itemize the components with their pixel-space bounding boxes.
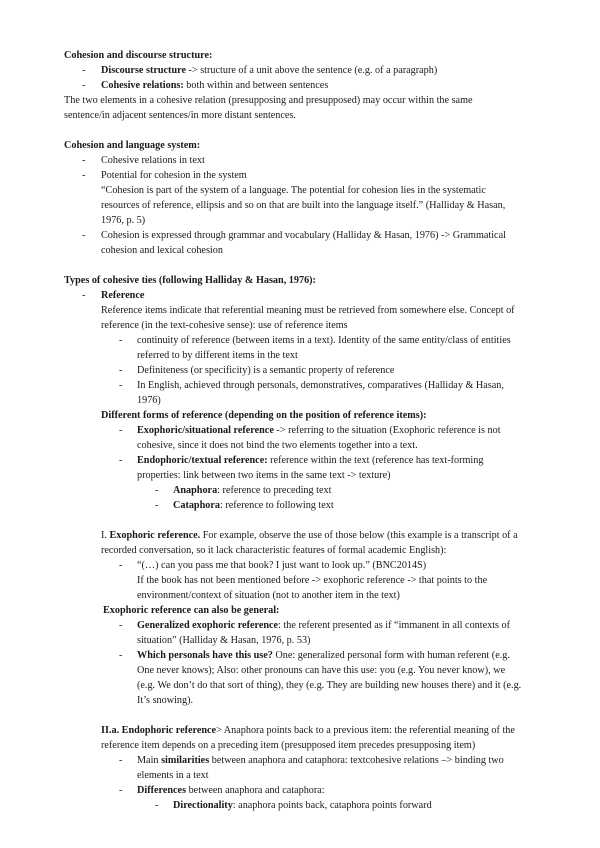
bullet-dash: -	[155, 500, 159, 511]
text: : the referent presented as if “immanent in all contexts of	[278, 620, 511, 631]
term: Differences	[137, 785, 187, 796]
text: -> structure of a unit above the sentence (e.g. of a paragraph)	[185, 65, 438, 76]
paragraph-line: reference (in the text-cohesive sense): use of reference items	[101, 320, 348, 331]
bullet-dash: -	[82, 65, 86, 76]
list-item	[137, 784, 325, 799]
term: Discourse structure	[101, 65, 186, 76]
list-item: Potential for cohesion in the system	[101, 170, 247, 181]
term: Cohesive relations:	[101, 80, 184, 91]
bullet-dash: -	[119, 455, 123, 466]
text: > Anaphora points back to a previous item: the referential meaning of the	[216, 725, 515, 736]
paragraph-line: recorded conversation, so it lack characteristic features of formal academic English):	[101, 545, 447, 556]
paragraph-line: Reference items indicate that referential meaning must be retrieved from somewhere else. Concept of	[101, 305, 515, 316]
list-item	[137, 649, 510, 664]
list-item-cont: If the book has not been mentioned before -> exophoric reference -> that points to the	[137, 575, 488, 586]
bullet-dash: -	[155, 485, 159, 496]
list-item-cont: (e.g. We don’t do that sort of thing), they (e.g. They are building new houses there) and it (e.g.	[137, 680, 522, 691]
bullet-dash: -	[119, 335, 123, 346]
list-item: In English, achieved through personals, demonstratives, comparatives (Halliday & Hasan,	[137, 380, 504, 391]
paragraph-line: The two elements in a cohesive relation (presupposing and presupposed) may occur within the same	[64, 95, 473, 106]
term: II.a. Endophoric reference	[101, 725, 217, 736]
prefix: Main	[137, 755, 162, 766]
bullet-dash: -	[119, 380, 123, 391]
list-item-cont: It’s snowing).	[137, 695, 194, 706]
list-item-cont: 1976)	[137, 395, 161, 406]
text: both within and between sentences	[183, 80, 329, 91]
list-item	[173, 499, 334, 514]
list-item-cont: One never knows); Also: other pronouns can have this use: you (e.g. You never know), we	[137, 665, 506, 676]
subheading-reference: Reference	[101, 290, 145, 301]
bullet-dash: -	[119, 755, 123, 766]
text: : anaphora points back, cataphora points forward	[232, 800, 432, 811]
bullet-dash: -	[155, 800, 159, 811]
bullet-dash: -	[119, 365, 123, 376]
paragraph-line	[101, 529, 518, 544]
section-heading: Cohesion and discourse structure:	[64, 50, 213, 61]
text: For example, observe the use of those below (this example is a transcript of a	[200, 530, 518, 541]
list-item-cont: cohesion and lexical cohesion	[101, 245, 223, 256]
list-item: “(…) can you pass me that book? I just want to look up.” (BNC2014S)	[137, 560, 427, 571]
term: Endophoric/textual reference:	[137, 455, 268, 466]
term: Cataphora	[173, 500, 220, 511]
quote-line: 1976, p. 5)	[101, 215, 146, 226]
paragraph-line	[101, 724, 515, 739]
bullet-dash: -	[119, 650, 123, 661]
bullet-dash: -	[119, 620, 123, 631]
list-item: Cohesion is expressed through grammar and vocabulary (Halliday & Hasan, 1976) -> Grammatical	[101, 230, 506, 241]
list-item-cont: situation” (Halliday & Hasan, 1976, p. 53)	[137, 635, 311, 646]
list-item	[173, 799, 432, 814]
list-item	[137, 754, 504, 769]
list-item	[137, 619, 510, 634]
section-heading: Cohesion and language system:	[64, 140, 201, 151]
bullet-dash: -	[119, 425, 123, 436]
term: similarities	[161, 755, 210, 766]
term: Anaphora	[173, 485, 218, 496]
list-item: continuity of reference (between items in a text). Identity of the same entity/class of entities	[137, 335, 511, 346]
subheading-general: Exophoric reference can also be general:	[103, 605, 280, 616]
subheading-forms: Different forms of reference (depending on the position of reference items):	[101, 410, 427, 421]
text: : reference to following text	[219, 500, 334, 511]
paragraph-line: reference item depends on a preceding item (presupposed item precedes presupposing item)	[101, 740, 476, 751]
text: -> referring to the situation (Exophoric reference is not	[273, 425, 501, 436]
term: Exophoric/situational reference	[137, 425, 274, 436]
bullet-dash: -	[82, 290, 86, 301]
list-item	[101, 64, 437, 79]
paragraph-line: sentence/in adjacent sentences/in more distant sentences.	[64, 110, 296, 121]
list-item	[101, 79, 328, 94]
list-item	[137, 424, 501, 439]
bullet-dash: -	[82, 170, 86, 181]
list-item-cont: referred to by different items in the text	[137, 350, 298, 361]
term: Generalized exophoric reference	[137, 620, 279, 631]
bullet-dash: -	[82, 230, 86, 241]
list-item: Definiteness (or specificity) is a semantic property of reference	[137, 365, 395, 376]
bullet-dash: -	[82, 80, 86, 91]
quote-line: resources of reference, ellipsis and so on that are built into the language itself.” (Halliday & Hasan,	[101, 200, 506, 211]
quote-line: “Cohesion is part of the system of a language. The potential for cohesion lies in the systematic	[101, 185, 486, 196]
term: Directionality	[173, 800, 233, 811]
list-item: Cohesive relations in text	[101, 155, 205, 166]
section-heading: Types of cohesive ties (following Halliday & Hasan, 1976):	[64, 275, 316, 286]
text: between anaphora and cataphora:	[186, 785, 325, 796]
list-item	[173, 484, 331, 499]
term: Exophoric reference.	[109, 530, 201, 541]
bullet-dash: -	[119, 785, 123, 796]
list-item-cont: environment/context of situation (not to another item in the text)	[137, 590, 400, 601]
text: reference within the text (reference has text-forming	[267, 455, 484, 466]
list-item	[137, 454, 483, 469]
term: Which personals have this use?	[137, 650, 273, 661]
list-item-cont: properties: link between two items in the same text -> texture)	[137, 470, 391, 481]
text: between anaphora and cataphora: textcohesive relations –> binding two	[209, 755, 504, 766]
text: One: generalized personal form with human referent (e.g.	[272, 650, 510, 661]
list-item-cont: cohesive, since it does not bind the two elements together into a text.	[137, 440, 418, 451]
text: : reference to preceding text	[217, 485, 332, 496]
list-item-cont: elements in a text	[137, 770, 209, 781]
prefix: I.	[101, 530, 110, 541]
bullet-dash: -	[119, 560, 123, 571]
bullet-dash: -	[82, 155, 86, 166]
